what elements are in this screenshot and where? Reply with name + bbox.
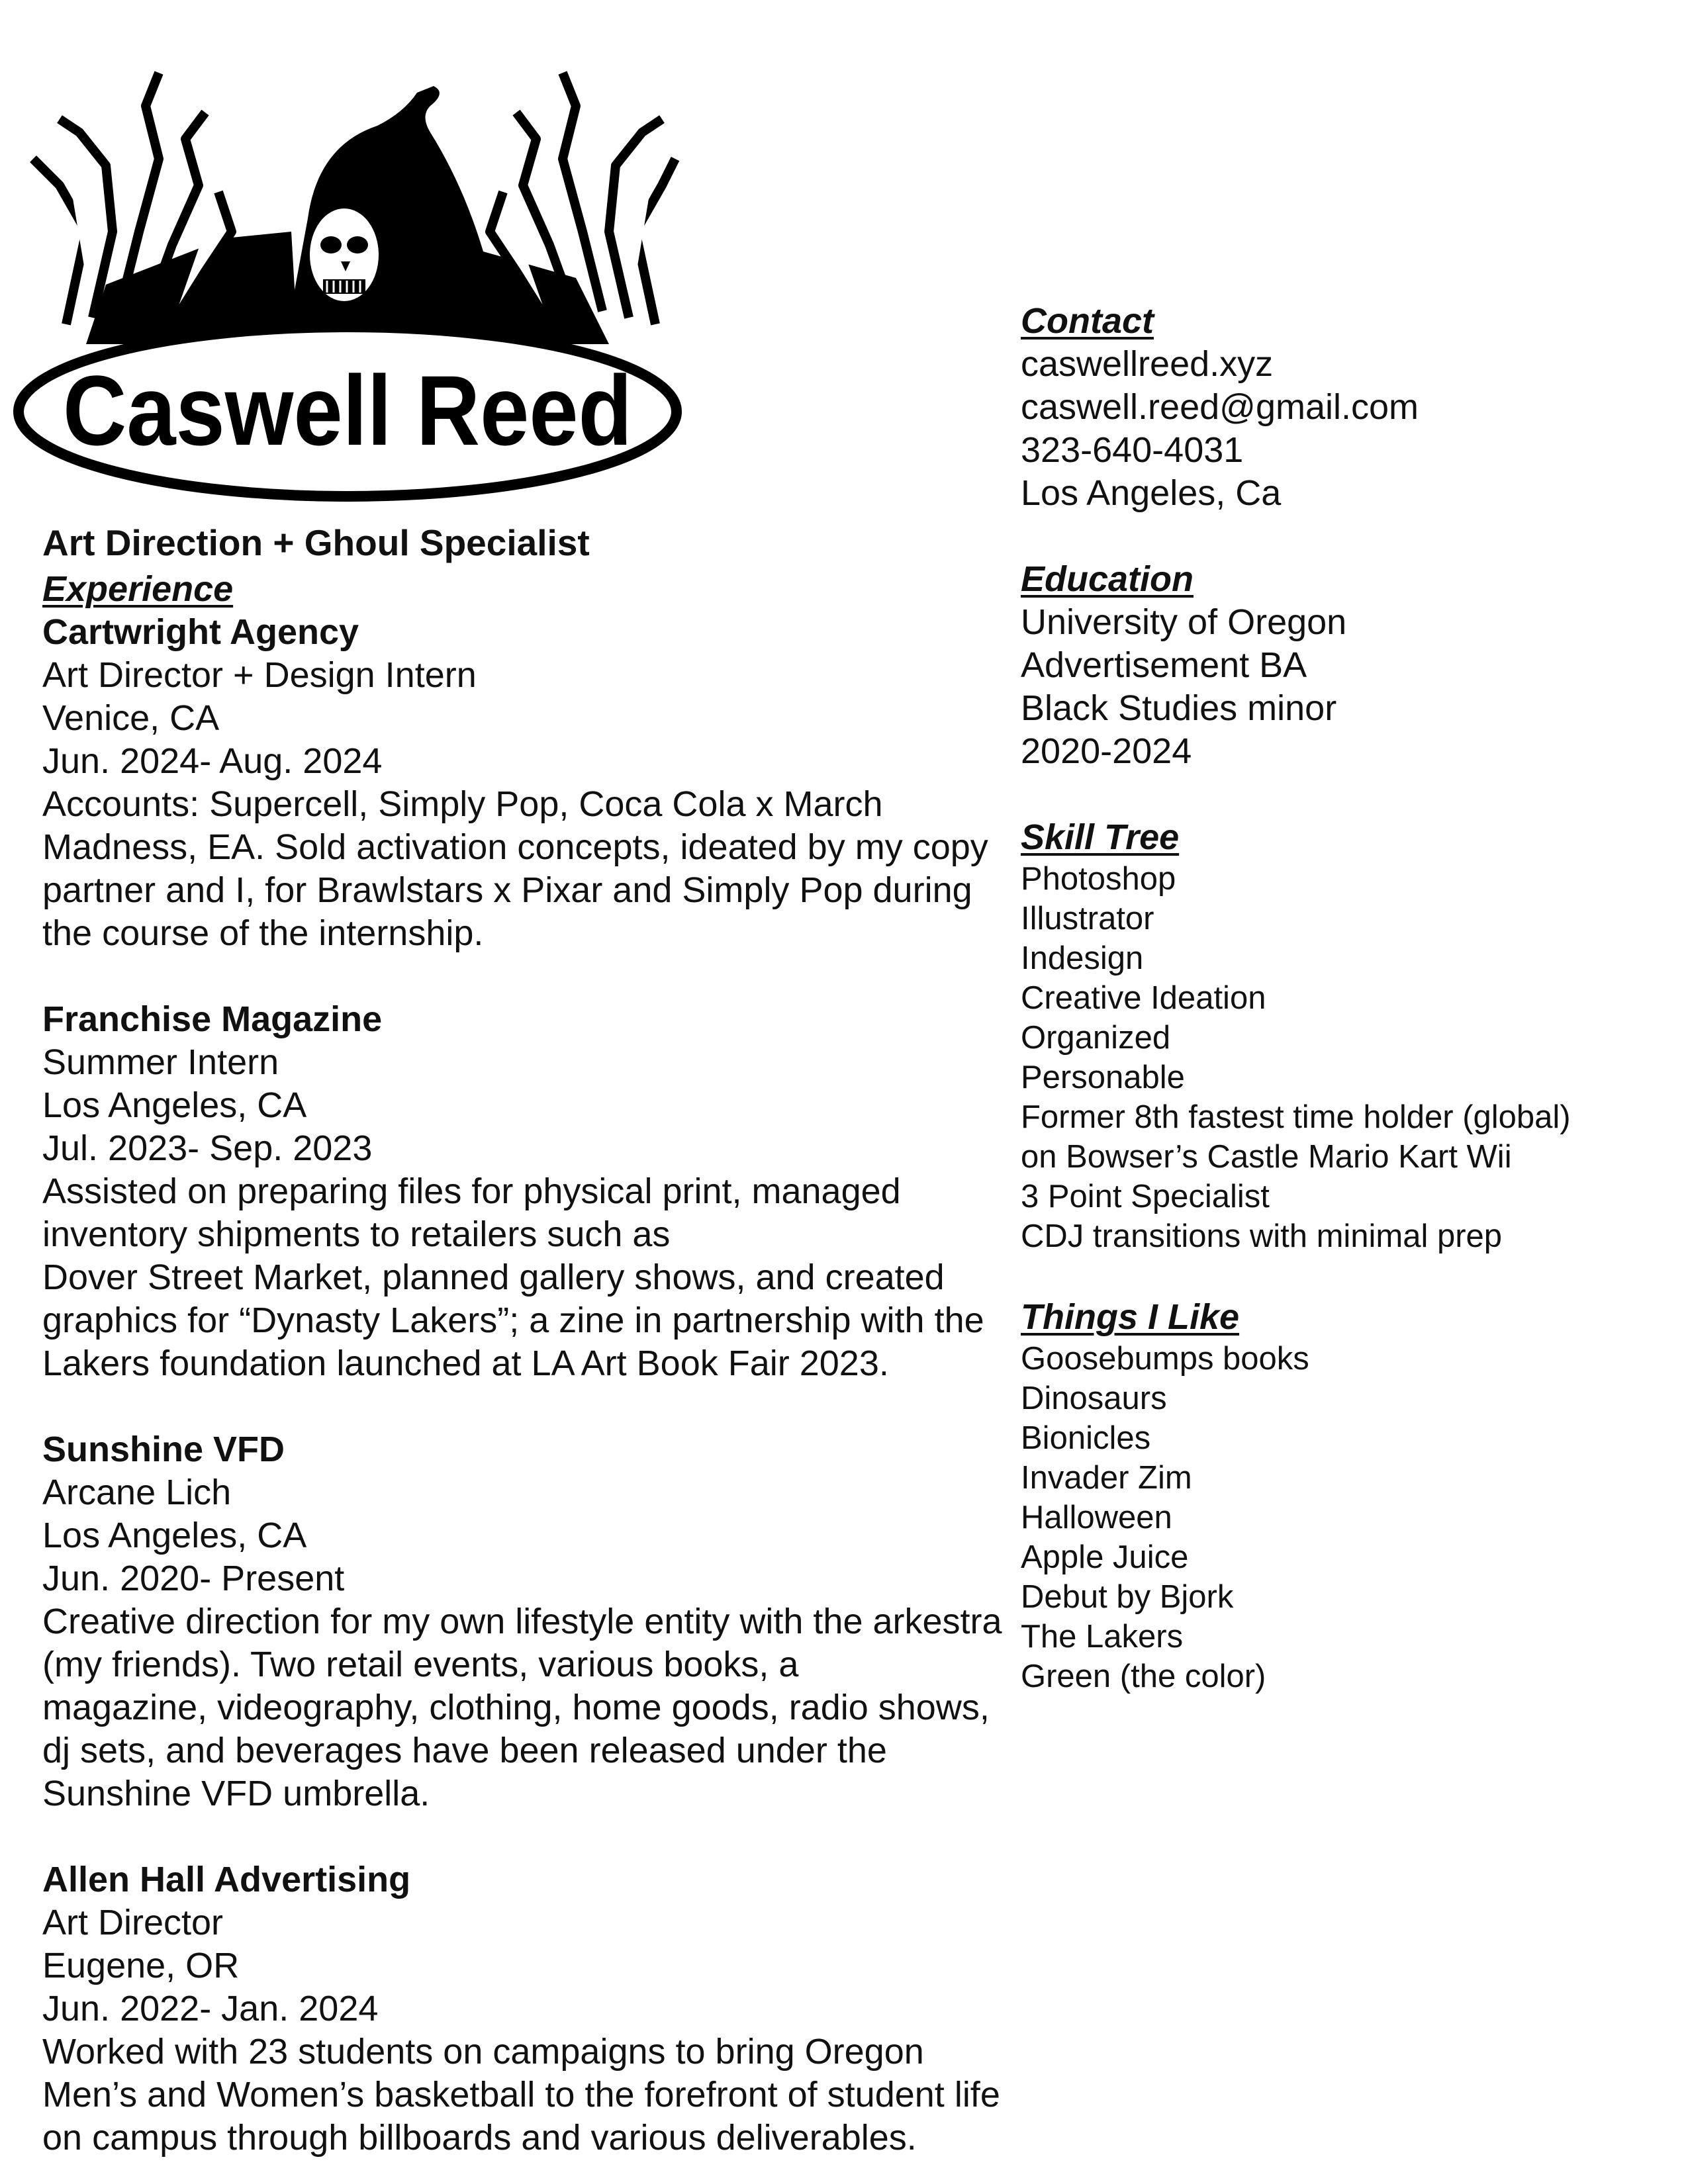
- job-company: Sunshine VFD: [42, 1430, 285, 1469]
- like-item: Debut by Bjork: [1021, 1579, 1234, 1615]
- skill-item: Personable: [1021, 1060, 1185, 1095]
- job-description-line: graphics for “Dynasty Lakers”; a zine in partnership with the: [42, 1300, 984, 1340]
- like-item: Goosebumps books: [1021, 1341, 1309, 1377]
- job-description-line: Accounts: Supercell, Simply Pop, Coca Cola x March: [42, 784, 883, 824]
- job-description-line: Sunshine VFD umbrella.: [42, 1774, 430, 1813]
- skill-item: 3 Point Specialist: [1021, 1179, 1270, 1214]
- experience-section: [42, 568, 1002, 2160]
- like-item: Apple Juice: [1021, 1539, 1189, 1575]
- logo-wordmark: Caswell Reed: [63, 355, 632, 466]
- contact-line: caswell.reed@gmail.com: [1021, 387, 1419, 427]
- job-company: Franchise Magazine: [42, 999, 383, 1039]
- likes-section: [1021, 1296, 1656, 1696]
- job-dates: Jun. 2022- Jan. 2024: [42, 1989, 379, 2028]
- tagline: Art Direction + Ghoul Specialist: [42, 522, 590, 563]
- skills-heading: Skill Tree: [1021, 817, 1180, 857]
- sidebar: [1021, 300, 1656, 1739]
- job-location: Los Angeles, CA: [42, 1516, 307, 1555]
- job-dates: Jun. 2020- Present: [42, 1559, 345, 1598]
- ghoul-illustration: [33, 73, 675, 344]
- job-description-line: (my friends). Two retail events, various books, a: [42, 1645, 799, 1684]
- job-description-line: dj sets, and beverages have been released under the: [42, 1731, 887, 1770]
- job-dates: Jun. 2024- Aug. 2024: [42, 741, 383, 781]
- job-description-line: Dover Street Market, planned gallery shows, and created: [42, 1257, 945, 1297]
- contact-line: caswellreed.xyz: [1021, 344, 1274, 384]
- contact-section: [1021, 300, 1656, 515]
- like-item: Green (the color): [1021, 1659, 1266, 1694]
- contact-line: Los Angeles, Ca: [1021, 473, 1282, 513]
- skill-item: Organized: [1021, 1020, 1171, 1056]
- education-line: Black Studies minor: [1021, 688, 1337, 728]
- job-entry: [42, 1428, 1002, 1815]
- job-description-line: on campus through billboards and various deliverables.: [42, 2118, 917, 2158]
- like-item: Invader Zim: [1021, 1460, 1192, 1496]
- skill-item: Former 8th fastest time holder (global): [1021, 1099, 1571, 1135]
- education-line: University of Oregon: [1021, 602, 1347, 642]
- skill-item: Indesign: [1021, 940, 1144, 976]
- job-entry: [42, 1858, 1002, 2160]
- skills-section: [1021, 816, 1656, 1256]
- jobs-list: [42, 611, 1002, 2160]
- job-role: Art Director: [42, 1903, 224, 1942]
- job-description-line: magazine, videography, clothing, home goods, radio shows,: [42, 1688, 990, 1727]
- job-entry: [42, 998, 1002, 1385]
- experience-heading: Experience: [42, 569, 234, 609]
- job-location: Eugene, OR: [42, 1946, 240, 1985]
- likes-heading: Things I Like: [1021, 1297, 1240, 1337]
- contact-heading: Contact: [1021, 301, 1154, 341]
- skill-item: Illustrator: [1021, 901, 1154, 936]
- job-role: Art Director + Design Intern: [42, 655, 477, 695]
- job-description-line: the course of the internship.: [42, 913, 484, 953]
- caswell-reed-logo: [7, 33, 688, 510]
- like-item: Halloween: [1021, 1500, 1172, 1535]
- skill-item: CDJ transitions with minimal prep: [1021, 1218, 1503, 1254]
- education-section: [1021, 558, 1656, 773]
- job-role: Summer Intern: [42, 1042, 279, 1082]
- education-line: 2020-2024: [1021, 731, 1192, 771]
- job-dates: Jul. 2023- Sep. 2023: [42, 1128, 373, 1168]
- job-company: Cartwright Agency: [42, 612, 359, 652]
- skill-item: Creative Ideation: [1021, 980, 1266, 1016]
- job-description-line: inventory shipments to retailers such as: [42, 1214, 671, 1254]
- job-company: Allen Hall Advertising: [42, 1860, 411, 1899]
- job-description-line: Assisted on preparing files for physical print, managed: [42, 1171, 901, 1211]
- job-description-line: Men’s and Women’s basketball to the forefront of student life: [42, 2075, 1000, 2115]
- education-line: Advertisement BA: [1021, 645, 1307, 685]
- like-item: Dinosaurs: [1021, 1381, 1167, 1416]
- job-description-line: partner and I, for Brawlstars x Pixar and Simply Pop during: [42, 870, 972, 910]
- job-location: Los Angeles, CA: [42, 1085, 307, 1125]
- job-description-line: Creative direction for my own lifestyle entity with the arkestra: [42, 1602, 1002, 1641]
- job-description-line: Lakers foundation launched at LA Art Book Fair 2023.: [42, 1343, 889, 1383]
- job-location: Venice, CA: [42, 698, 220, 738]
- job-role: Arcane Lich: [42, 1473, 232, 1512]
- job-entry: [42, 611, 1002, 955]
- contact-line: 323-640-4031: [1021, 430, 1244, 470]
- like-item: The Lakers: [1021, 1619, 1184, 1655]
- job-description-line: Worked with 23 students on campaigns to bring Oregon: [42, 2032, 924, 2071]
- skill-item: on Bowser’s Castle Mario Kart Wii: [1021, 1139, 1512, 1175]
- job-description-line: Madness, EA. Sold activation concepts, ideated by my copy: [42, 827, 988, 867]
- like-item: Bionicles: [1021, 1420, 1151, 1456]
- education-heading: Education: [1021, 559, 1194, 599]
- skill-item: Photoshop: [1021, 861, 1176, 897]
